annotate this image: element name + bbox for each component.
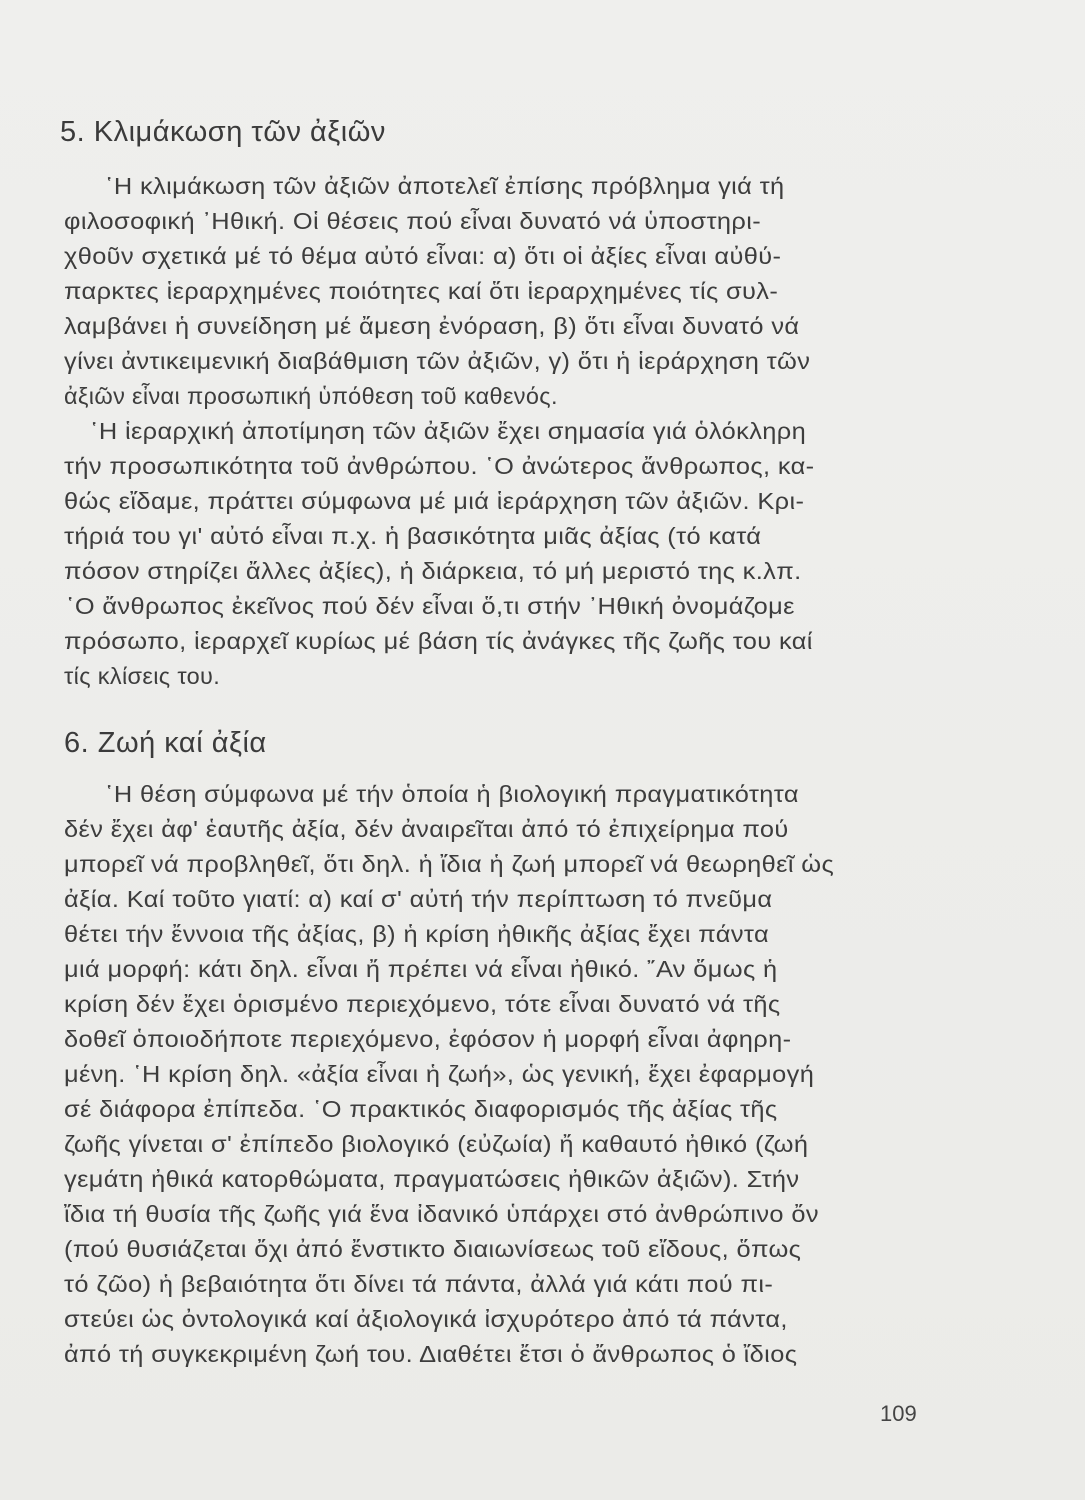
page-number: 109 — [880, 1401, 917, 1426]
text-line: δοθεῖ ὁποιοδήποτε περιεχόμενο, ἐφόσον ἡ μορφή εἶναι ἀφηρη- — [64, 1026, 792, 1052]
text-line: γίνει ἀντικειμενική διαβάθμιση τῶν ἀξιῶν, γ) ὅτι ἡ ἱεράρχηση τῶν — [64, 348, 811, 374]
text-line: (πού θυσιάζεται ὄχι ἀπό ἔνστικτο διαιωνίσεως τοῦ εἴδους, ὅπως — [64, 1236, 802, 1262]
text-line: θώς εἴδαμε, πράττει σύμφωνα μέ μιά ἱεράρχηση τῶν ἀξιῶν. Κρι- — [64, 488, 805, 514]
text-line: ἀπό τή συγκεκριμένη ζωή του. Διαθέτει ἔτσι ὁ ἄνθρωπος ὁ ἴδιος — [64, 1341, 798, 1367]
text-line: ἀξιῶν εἶναι προσωπική ὑπόθεση τοῦ καθενός. — [64, 383, 558, 409]
section-heading-5: 5. Κλιμάκωση τῶν ἀξιῶν — [60, 116, 386, 148]
text-line: ἴδια τή θυσία τῆς ζωῆς γιά ἕνα ἰδανικό ὑπάρχει στό ἀνθρώπινο ὄν — [64, 1201, 819, 1227]
text-line: μπορεῖ νά προβληθεῖ, ὅτι δηλ. ἡ ἴδια ἡ ζωή μπορεῖ νά θεωρηθεῖ ὡς — [64, 851, 835, 877]
text-line: ῾Η κλιμάκωση τῶν ἀξιῶν ἀποτελεῖ ἐπίσης πρόβλημα γιά τή — [105, 173, 785, 199]
text-line: χθοῦν σχετικά μέ τό θέμα αὐτό εἶναι: α) ὅτι οἱ ἀξίες εἶναι αὐθύ- — [64, 243, 782, 269]
text-line: μιά μορφή: κάτι δηλ. εἶναι ἤ πρέπει νά εἶναι ἠθικό. ῎Αν ὅμως ἡ — [64, 956, 778, 982]
text-line: ῾Η ἱεραρχική ἀποτίμηση τῶν ἀξιῶν ἔχει σημασία γιά ὁλόκληρη — [90, 418, 807, 444]
text-line: δέν ἔχει ἀφ' ἑαυτῆς ἀξία, δέν ἀναιρεῖται ἀπό τό ἐπιχείρημα πού — [64, 816, 789, 842]
text-line: λαμβάνει ἡ συνείδηση μέ ἄμεση ἐνόραση, β) ὅτι εἶναι δυνατό νά — [64, 313, 800, 339]
text-line: θέτει τήν ἔννοια τῆς ἀξίας, β) ἡ κρίση ἠθικῆς ἀξίας ἔχει πάντα — [64, 921, 770, 947]
text-line: ῾Η θέση σύμφωνα μέ τήν ὁποία ἡ βιολογική πραγματικότητα — [105, 781, 799, 807]
text-line: κρίση δέν ἔχει ὁρισμένο περιεχόμενο, τότε εἶναι δυνατό νά τῆς — [64, 991, 781, 1017]
text-line: τίς κλίσεις του. — [64, 663, 221, 689]
section-heading-6: 6. Ζωή καί ἀξία — [64, 727, 267, 759]
text-line: ἀξία. Καί τοῦτο γιατί: α) καί σ' αὐτή τήν περίπτωση τό πνεῦμα — [64, 886, 773, 912]
text-line: στεύει ὡς ὀντολογικά καί ἀξιολογικά ἰσχυρότερο ἀπό τά πάντα, — [64, 1306, 788, 1332]
text-line: τήριά του γι' αὐτό εἶναι π.χ. ἡ βασικότητα μιᾶς ἀξίας (τό κατά — [64, 523, 762, 549]
text-line: τό ζῶο) ἡ βεβαιότητα ὅτι δίνει τά πάντα, ἀλλά γιά κάτι πού πι- — [64, 1271, 774, 1297]
text-line: παρκτες ἱεραρχημένες ποιότητες καί ὅτι ἱεραρχημένες τίς συλ- — [64, 278, 779, 304]
text-line: φιλοσοφική ᾿Ηθική. Οἱ θέσεις πού εἶναι δυνατό νά ὑποστηρι- — [64, 208, 762, 234]
text-line: τήν προσωπικότητα τοῦ ἀνθρώπου. ῾Ο ἀνώτερος ἄνθρωπος, κα- — [64, 453, 815, 479]
text-line: σέ διάφορα ἐπίπεδα. ῾Ο πρακτικός διαφορισμός τῆς ἀξίας τῆς — [64, 1096, 778, 1122]
text-line: πόσον στηρίζει ἄλλες ἀξίες), ἡ διάρκεια, τό μή μεριστό της κ.λπ. — [64, 558, 802, 584]
text-line: μένη. ῾Η κρίση δηλ. «ἀξία εἶναι ἡ ζωή», ὡς γενική, ἔχει ἐφαρμογή — [64, 1061, 815, 1087]
text-line: πρόσωπο, ἱεραρχεῖ κυρίως μέ βάση τίς ἀνάγκες τῆς ζωῆς του καί — [64, 628, 813, 654]
text-line: ῾Ο ἄνθρωπος ἐκεῖνος πού δέν εἶναι ὅ,τι στήν ᾿Ηθική ὀνομάζομε — [66, 593, 795, 619]
text-line: γεμάτη ἠθικά κατορθώματα, πραγματώσεις ἠθικῶν ἀξιῶν). Στήν — [64, 1166, 800, 1192]
text-line: ζωῆς γίνεται σ' ἐπίπεδο βιολογικό (εὐζωία) ἤ καθαυτό ἠθικό (ζωή — [64, 1131, 809, 1157]
